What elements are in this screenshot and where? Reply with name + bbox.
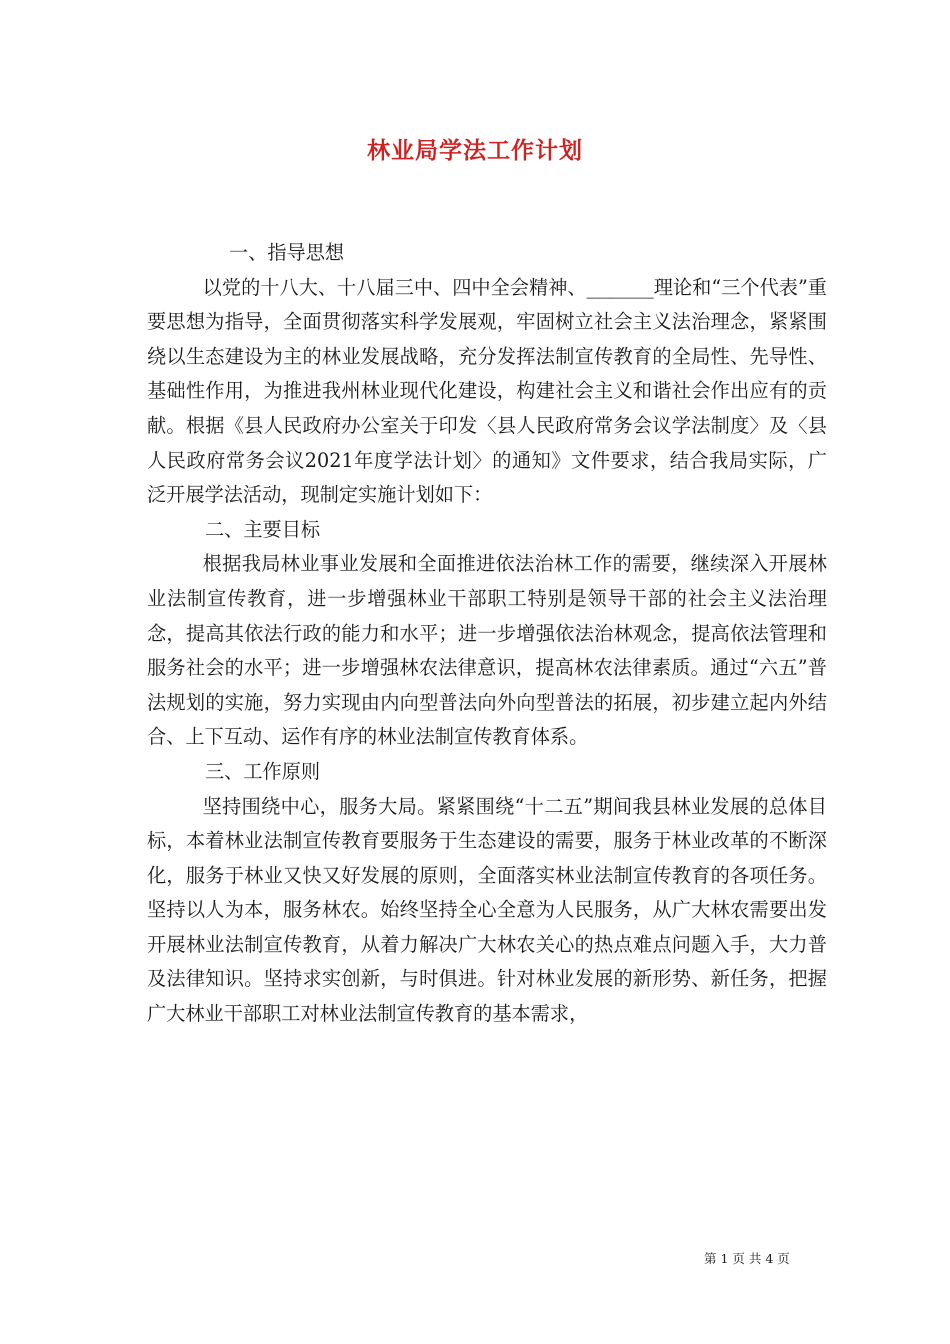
document-title: 林业局学法工作计划 [367, 137, 583, 164]
section-heading-work-principles: 三、工作原则 [205, 759, 321, 783]
document-body [147, 236, 827, 1032]
page-number-footer: 第 1 页 共 4 页 [704, 1251, 790, 1266]
section-heading-main-goals: 二、主要目标 [205, 517, 321, 541]
section-paragraph-guiding-thought: 以党的十八大、十八届三中、四中全会精神、_______理论和“三个代表”重要思想为指导，全面贯彻落实科学发展观，牢固树立社会主义法治理念，紧紧围绕以生态建设为主的林业发展战略，充分发挥法制宣传教育的全局性、先导性、基础性作用，为推进我州林业现代化建设，构建社会主义和谐社会作出应有的贡献。根据《县人民政府办公室关于印发〈县人民政府常务会议学法制度〉及〈县人民政府常务会议2021年度学法计划〉的通知》文件要求，结合我局实际，广泛开展学法活动，现制定实施计划如下： [147, 275, 827, 507]
section-heading-guiding-thought: 一、指导思想 [229, 241, 345, 264]
section-paragraph-main-goals: 根据我局林业事业发展和全面推进依法治林工作的需要，继续深入开展林业法制宣传教育，进一步增强林业干部职工特别是领导干部的社会主义法治理念，提高其依法行政的能力和水平；进一步增强依法治林观念，提高依法管理和服务社会的水平；进一步增强林农法律意识，提高林农法律素质。通过“六五”普法规划的实施，努力实现由内向型普法向外向型普法的拓展，初步建立起内外结合、上下互动、运作有序的林业法制宣传教育体系。 [147, 552, 827, 749]
section-paragraph-work-principles: 坚持围绕中心，服务大局。紧紧围绕“十二五”期间我县林业发展的总体目标，本着林业法制宣传教育要服务于生态建设的需要，服务于林业改革的不断深化，服务于林业又快又好发展的原则，全面落实林业法制宣传教育的各项任务。坚持以人为本，服务林农。始终坚持全心全意为人民服务，从广大林农需要出发开展林业法制宣传教育，从着力解决广大林农关心的热点难点问题入手，大力普及法律知识。坚持求实创新，与时俱进。针对林业发展的新形势、新任务，把握广大林业干部职工对林业法制宣传教育的基本需求， [147, 794, 827, 1026]
